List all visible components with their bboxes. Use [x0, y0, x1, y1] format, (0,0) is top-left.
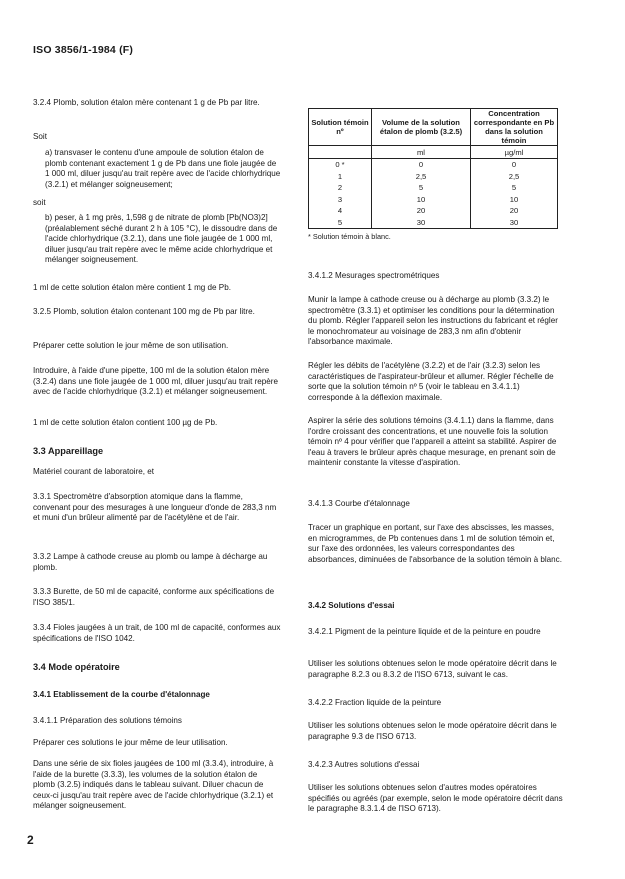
para-munir: Munir la lampe à cathode creuse ou à décharge au plomb (3.3.2) le spectromètre (3.3.1) et optimiser les conditions pour la détermination du plomb. Régler l'appareil selon les instructions du fabricant et régler le monochromateur au voisinage de 283,3 nm afin d'obtenir l'absorbance maximale.	[308, 295, 558, 347]
para-utiliser-2: Utiliser les solutions obtenues selon le mode opératoire décrit dans le paragraphe 9.3 de l'ISO 6713.	[308, 721, 557, 741]
table-cell: 5	[372, 182, 471, 194]
unit-cell: ml	[372, 146, 471, 159]
para-soit: Soit	[33, 132, 47, 141]
heading-3-4-1-1: 3.4.1.1 Préparation des solutions témoins	[33, 716, 182, 725]
table-cell: 20	[471, 205, 558, 217]
table-cell: 30	[372, 217, 471, 229]
para-dans-une-serie: Dans une série de six fioles jaugées de 100 ml (3.3.4), introduire, à l'aide de la burette (3.3.3), les volumes de la solution étalon de plomb (3.2.5) indiqués dans le tableau suivant. Diluer chacun de ceux-ci jusqu'au trait repère avec de l'acide chlorhydrique (3.2.1) et mélanger soigneusement.	[33, 759, 274, 811]
para-option-a: a) transvaser le contenu d'une ampoule de solution étalon de plomb contenant exactement 1 g de Pb dans une fiole jaugée de 1 000 ml, diluer jusqu'au trait repère avec de l'acide chlorhydrique (3.2.1) et mélanger soigneusement;	[45, 148, 281, 189]
table-cell: 5	[309, 217, 372, 229]
heading-3-4-2-1: 3.4.2.1 Pigment de la peinture liquide et de la peinture en poudre	[308, 627, 541, 636]
heading-3-4-1: 3.4.1 Etablissement de la courbe d'étalonnage	[33, 690, 210, 699]
page-number: 2	[27, 833, 34, 847]
heading-3-4-2-2: 3.4.2.2 Fraction liquide de la peinture	[308, 698, 442, 707]
document-header: ISO 3856/1-1984 (F)	[33, 44, 134, 56]
table-cell: 2	[309, 182, 372, 194]
para-option-b: b) peser, à 1 mg près, 1,598 g de nitrate de plomb [Pb(NO3)2] (préalablement séché durant 2 h à 105 °C), le dissoudre dans de l'acide chlorhydrique (3.2.1), dans une fiole jaugée de 1 000 ml, diluer jusqu'au trait repère avec le même acide chlorhydrique et mélanger soigneusement.	[45, 213, 278, 265]
heading-3-4: 3.4 Mode opératoire	[33, 662, 120, 672]
table-cell: 2,5	[471, 171, 558, 183]
para-utiliser-3: Utiliser les solutions obtenues selon d'autres modes opératoires spécifiés ou agréés (par exemple, selon le mode opératoire décrit dans le paragraphe 8.3.1.4 de l'ISO 6713).	[308, 783, 563, 814]
table-cell: 20	[372, 205, 471, 217]
heading-3-3: 3.3 Appareillage	[33, 446, 104, 456]
para-tracer: Tracer un graphique en portant, sur l'axe des abscisses, les masses, en microgrammes, de Pb contenues dans 1 ml de solution témoin et, sur l'axe des ordonnées, les valeurs correspondantes des absorbances, diminuées de l'absorbance de la solution témoin à blanc.	[308, 523, 562, 564]
para-utiliser-1: Utiliser les solutions obtenues selon le mode opératoire décrit dans le paragraphe 8.2.3 ou 8.3.2 de l'ISO 6713, suivant le cas.	[308, 659, 557, 679]
table-cell: 10	[471, 194, 558, 206]
para-3-3-2: 3.3.2 Lampe à cathode creuse au plomb ou lampe à décharge au plomb.	[33, 552, 268, 572]
para-regler: Régler les débits de l'acétylène (3.2.2) et de l'air (3.2.3) selon les caractéristiques de l'aspirateur-brûleur et allumer. Régler l'échelle de sorte que la solution témoin nº 5 (voir le tableau en 3.4.1.1) corresponde à la déflexion maximale.	[308, 361, 554, 402]
para-preparer: Préparer cette solution le jour même de son utilisation.	[33, 341, 229, 350]
table-cell: 10	[372, 194, 471, 206]
heading-3-4-1-2: 3.4.1.2 Mesurages spectrométriques	[308, 271, 440, 280]
para-materiel: Matériel courant de laboratoire, et	[33, 467, 155, 476]
calibration-table-wrap	[308, 108, 558, 241]
col-header-volume: Volume de la solution étalon de plomb (3.2.5)	[372, 109, 471, 146]
table-cell: 2,5	[372, 171, 471, 183]
unit-cell	[309, 146, 372, 159]
para-1ml-mere: 1 ml de cette solution étalon mère contient 1 mg de Pb.	[33, 283, 231, 292]
para-3-2-4: 3.2.4 Plomb, solution étalon mère contenant 1 g de Pb par litre.	[33, 98, 260, 107]
table-cell: 0	[372, 159, 471, 171]
table-cell: 1	[309, 171, 372, 183]
calibration-table	[308, 108, 558, 229]
table-cell: 5	[471, 182, 558, 194]
para-3-3-4: 3.3.4 Fioles jaugées à un trait, de 100 ml de capacité, conformes aux spécifications de l'ISO 1042.	[33, 623, 281, 643]
col-header-concentration: Concentration correspondante en Pb dans la solution témoin	[471, 109, 558, 146]
para-3-3-1: 3.3.1 Spectromètre d'absorption atomique dans la flamme, convenant pour des mesurages à une longueur d'onde de 283,3 nm et muni d'un brûleur alimenté par de l'acétylène et de l'air.	[33, 492, 277, 523]
para-aspirer: Aspirer la série des solutions témoins (3.4.1.1) dans la flamme, dans l'ordre croissant des concentrations, et une nouvelle fois la solution témoin nº 4 pour vérifier que l'appareil a atteint sa stabilité. Aspirer de l'eau à travers le brûleur après chaque mesurage, en prenant soin de maintenir constante la vitesse d'aspiration.	[308, 416, 557, 468]
para-preparer-ces: Préparer ces solutions le jour même de leur utilisation.	[33, 738, 228, 747]
table-cell: 0 *	[309, 159, 372, 171]
table-cell: 3	[309, 194, 372, 206]
heading-3-4-2: 3.4.2 Solutions d'essai	[308, 601, 395, 610]
para-3-2-5: 3.2.5 Plomb, solution étalon contenant 100 mg de Pb par litre.	[33, 307, 255, 316]
table-cell: 0	[471, 159, 558, 171]
table-cell: 30	[471, 217, 558, 229]
para-3-3-3: 3.3.3 Burette, de 50 ml de capacité, conforme aux spécifications de l'ISO 385/1.	[33, 587, 275, 607]
heading-3-4-1-3: 3.4.1.3 Courbe d'étalonnage	[308, 499, 410, 508]
para-1ml-etalon: 1 ml de cette solution étalon contient 100 µg de Pb.	[33, 418, 218, 427]
heading-3-4-2-3: 3.4.2.3 Autres solutions d'essai	[308, 760, 420, 769]
para-soit-2: soit	[33, 198, 46, 207]
col-header-solution: Solution témoin nº	[309, 109, 372, 146]
table-cell: 4	[309, 205, 372, 217]
para-introduire: Introduire, à l'aide d'une pipette, 100 ml de la solution étalon mère (3.2.4) dans une fiole jaugée de 1 000 ml, diluer jusqu'au trait repère avec de l'acide chlorhydrique (3.2.1) et mélanger soigneusement.	[33, 366, 278, 397]
unit-cell: µg/ml	[471, 146, 558, 159]
table-footnote: * Solution témoin à blanc.	[308, 232, 391, 241]
